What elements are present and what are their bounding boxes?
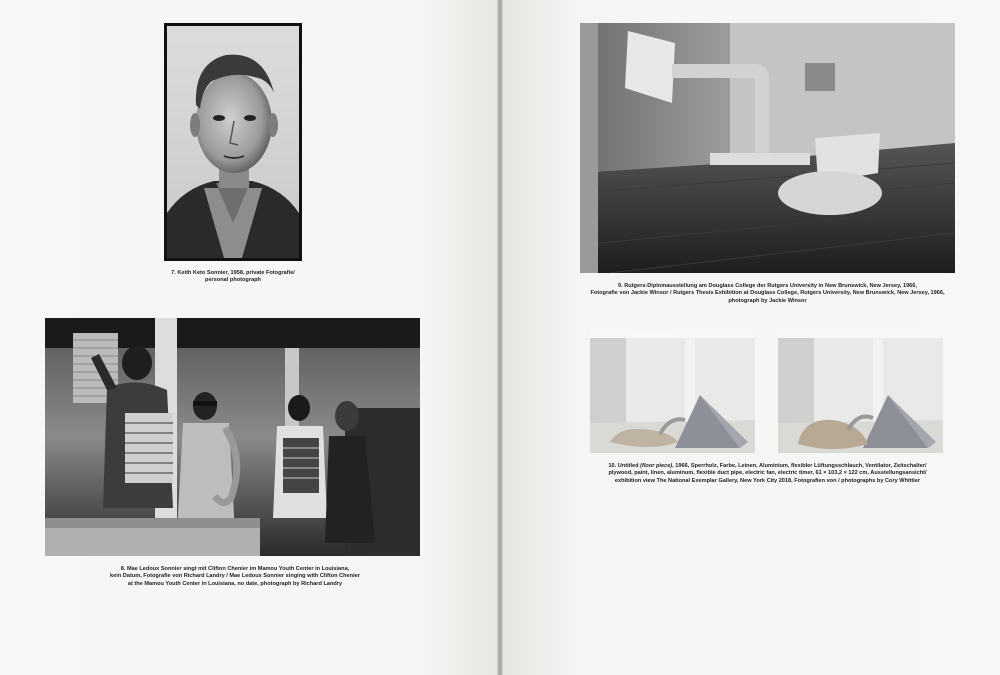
- fig9-caption: [560, 283, 975, 305]
- portrait-photo: [164, 23, 302, 261]
- book-gutter: [497, 0, 503, 675]
- caption-line-rest: , 1966, Sperrholz, Farbe, Leinen, Aluminium, flexibler Lüftungsschlauch, Ventilator, Zeitschalter/: [672, 463, 927, 469]
- concert-image: [45, 318, 420, 556]
- caption-line: 9. Rutgers-Diplomausstellung am Douglass College der Rutgers University in New Brunswick, New Jersey, 1966,: [618, 283, 917, 289]
- caption-line: photograph by Jackie Winsor: [728, 297, 807, 304]
- caption-line: exhibition view The National Exemplar Gallery, New York City 2018, Fotografien von / photographs by Cory Whittier: [614, 477, 921, 484]
- caption-line: plywood, paint, linen, aluminum, flexible duct pipe, electric fan, electric timer, 61 × 103,2 × 122 cm, Ausstellungsansicht/: [608, 470, 927, 477]
- fig7-caption: [140, 270, 326, 285]
- exhibition-room-photo: [580, 23, 955, 273]
- gallery-photo-right: [778, 330, 943, 453]
- gallery-photo-left: [590, 330, 755, 453]
- caption-line: personal photograph: [205, 277, 261, 284]
- gallery-image-right: [778, 330, 943, 453]
- caption-title: 10. Untitled: [608, 463, 639, 469]
- exhibition-room-image: [580, 23, 955, 273]
- fig10-caption: [570, 463, 965, 485]
- caption-line: Fotografie von Jackie Winsor / Rutgers Thesis Exhibition at Douglass College, Rutgers University, New Brunswick, New Jersey, 1966,: [590, 290, 945, 297]
- caption-line: [570, 463, 965, 470]
- portrait-image: [164, 23, 302, 261]
- gallery-image-left: [590, 330, 755, 453]
- fig8-caption: [40, 566, 430, 588]
- caption-line: kein Datum, Fotografie von Richard Landry / Mae Ledoux Sonnier singing with Clifton Chenier: [110, 573, 360, 580]
- caption-line: 7. Keith Keto Sonnier, 1958, private Fotografie/: [171, 270, 295, 276]
- caption-line: 8. Mae Ledoux Sonnier singt mit Clifton Chenier im Mamou Youth Center in Louisiana,: [120, 566, 350, 572]
- caption-line: at the Mamou Youth Center in Louisiana, no date, photograph by Richard Landry: [127, 580, 343, 587]
- caption-title-italic: (floor piece): [640, 463, 673, 469]
- concert-photo: [45, 318, 420, 556]
